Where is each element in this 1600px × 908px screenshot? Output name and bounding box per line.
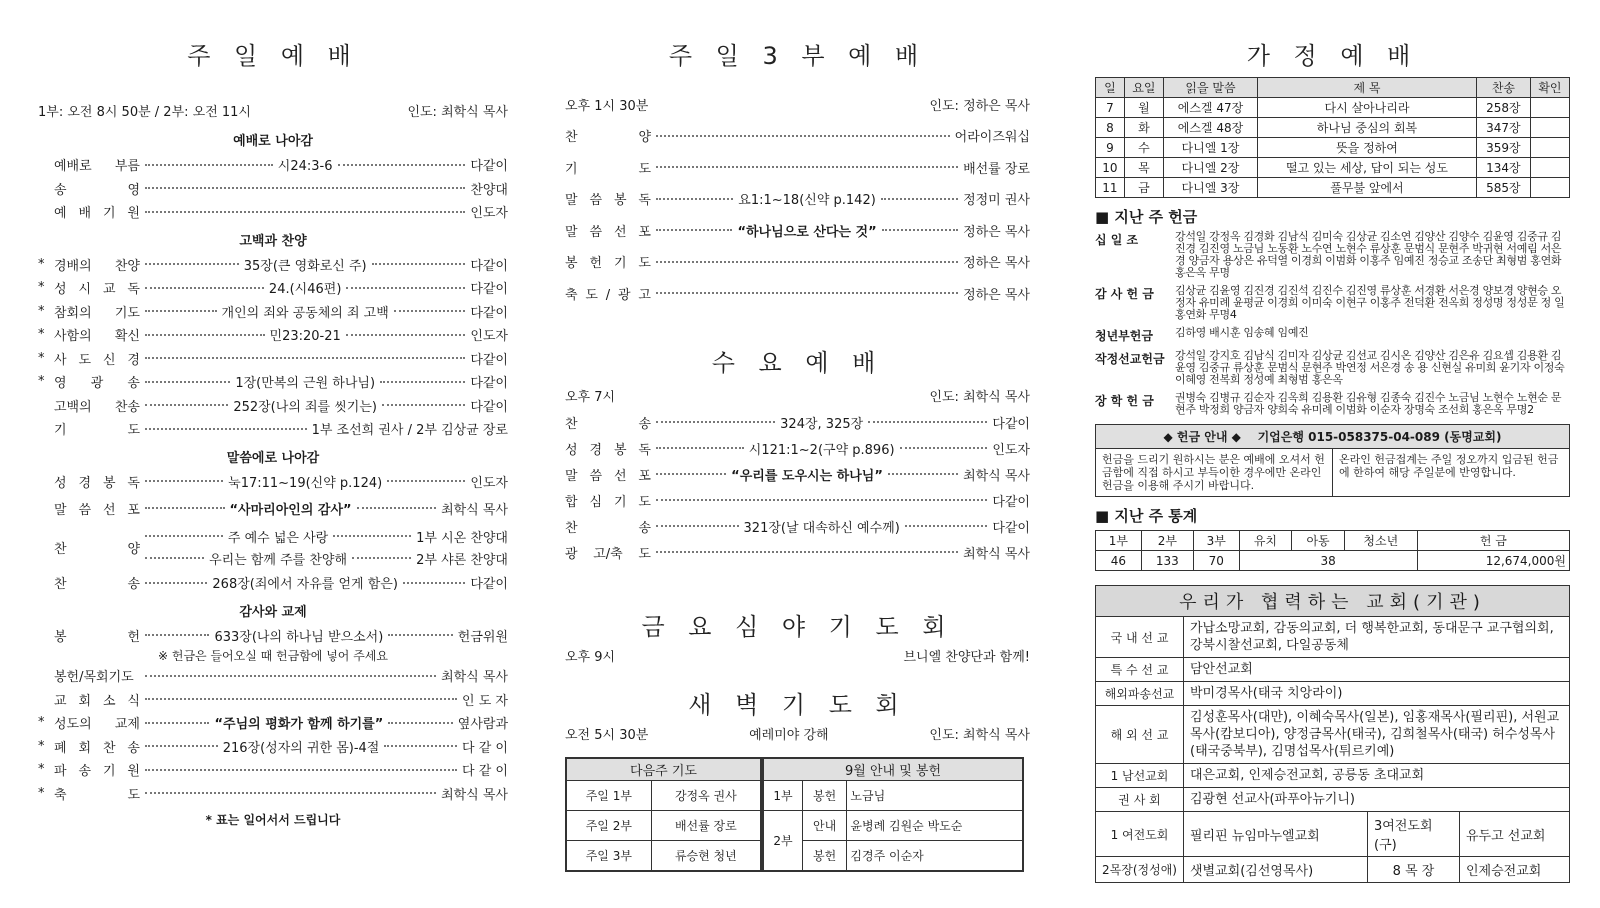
praise-line-1: 주 예수 넓은 사랑 1부 시온 찬양대 — [140, 525, 508, 547]
offering-notice-header: ◆ 헌금 안내 ◆ 기업은행 015-058375-04-089 (동명교회) — [1096, 425, 1569, 449]
praise-item — [38, 525, 508, 569]
sunday-order-f — [38, 664, 508, 805]
dawn-title: 새 벽 기 도 회 — [688, 691, 907, 719]
prayer-schedule — [565, 757, 1030, 872]
order-item: 예 배 기 원 인도자 — [54, 206, 508, 222]
third-time: 오후 1시 30분 — [565, 99, 649, 114]
sunday-order-e — [38, 624, 508, 648]
partner-overseas: 해 외 선 교 김성훈목사(대만), 이혜숙목사(일본), 임홍재목사(필리핀), 서원교목사(캄보디아), 양정금목사(태국), 김희철목사(태국) 허수성목사(태국중북부), 김명섭목사(튀르키예) — [1096, 706, 1569, 764]
order-item: * 폐 회 찬 송 216장(성자의 귀한 몸)-4절 다 같 이 — [38, 738, 508, 756]
giving-group: 감 사 헌 금 김상균 김윤영 김진경 김진석 김진수 김진영 류상훈 서경환 서은경 양보경 양현승 오정자 유미례 윤평균 이경희 이미숙 이현구 이홍주 전덕환 전옥희 정성명 정성문 정 일 홍연화 무명4 — [1095, 284, 1565, 321]
third-meta — [565, 95, 1030, 114]
partner-men1: 1 남선교회 대은교회, 인제승전교회, 공릉동 초대교회 — [1096, 764, 1569, 788]
order-item: 광 고/축 도 최학식 목사 — [565, 546, 1030, 562]
stats-table: 1부 2부 3부 유치 아동 청소년 헌 금 46 133 70 38 12,674,000원 — [1095, 530, 1570, 571]
friday-meta — [565, 646, 1030, 665]
sunday-order-c — [38, 470, 508, 524]
home-row: 11 금 다니엘 3장 풀무불 앞에서 585장 — [1096, 178, 1570, 198]
partner-churches — [1095, 585, 1570, 883]
order-item: 성 경 봉 독 눅17:11~19(신약 p.124) 인도자 — [54, 475, 508, 491]
giving-group: 청년부헌금 김하영 배시훈 임송혜 임예진 — [1095, 326, 1309, 343]
order-item: * 성도의 교제 “주님의 평화가 함께 하기를” 옆사람과 — [38, 715, 508, 733]
sub-heading-word: 말씀에로 나아감 — [226, 450, 320, 466]
order-item: * 사 도 신 경 다같이 — [38, 350, 508, 368]
wednesday-meta — [565, 386, 1030, 405]
wednesday-order — [565, 409, 1030, 565]
friday-title: 금 요 심 야 기 도 회 — [641, 613, 954, 641]
friday-note: 브니엘 찬양단과 함께! — [903, 650, 1030, 665]
order-item: 송 영 찬양대 — [54, 182, 508, 198]
home-worship-title: 가 정 예 배 — [1246, 42, 1419, 70]
sunday-leader: 인도: 최학식 목사 — [407, 105, 508, 120]
partner-pastorates: 2목장(정성애) 샛별교회(김선영목사) 8 목 장 인제승전교회 — [1096, 857, 1569, 882]
order-item: 말 씀 선 포 “우리를 도우시는 하나님” 최학식 목사 — [565, 468, 1030, 484]
giving-group: 장 학 헌 금 권병숙 김병규 김순자 김옥희 김용환 김유형 김종숙 김진수 노금님 노현수 노현순 문현주 박정희 양금자 양희숙 유미례 이범화 이순자 장명숙 조선희 홍은옥 무명2 — [1095, 391, 1562, 416]
order-item: 찬 송 324장, 325장 다같이 — [565, 416, 1030, 432]
order-item: * 파 송 기 원 다 같 이 — [38, 762, 508, 780]
order-item: * 사함의 확신 민23:20-21 인도자 — [38, 327, 508, 345]
sunday-order-d — [38, 571, 508, 595]
partner-special: 특 수 선 교 담안선교회 — [1096, 658, 1569, 682]
september-guide-table: 9월 안내 및 봉헌 1부 봉헌 노금님 2부 안내 윤병례 김원순 박도순 봉헌 김경주 이순자 — [762, 757, 1024, 872]
giving-group: 작정선교헌금 강석일 강지호 김남식 김미자 김상균 김선교 김시온 김양산 김은유 김요셉 김용환 김윤영 김중규 류상훈 문범식 문현주 박연정 서은경 송 용 신현실 유미희 윤기자 이정숙 이혜영 전복희 정성예 최형범 홍은옥 — [1095, 349, 1565, 386]
giving-group: 십 일 조 강석일 강정옥 김경화 김남식 김미숙 김상균 김소연 김양산 김양수 김윤영 김중규 김진경 김진영 노금님 노동환 노수연 노현수 류상훈 문범식 문현주 박귀현 서예림 서은경 양금자 용상은 유덕열 이경희 이범화 이홍주 임예진 정승교 조송단 최형범 홍연화 홍은옥 무명 — [1095, 230, 1562, 279]
giving-list — [1095, 231, 1570, 416]
sunday-order-b — [38, 253, 508, 441]
next-week-prayer-table: 다음주 기도 주일 1부 강정옥 권사 주일 2부 배선률 장로 주일 3부 류승현 청년 — [565, 757, 762, 872]
wednesday-title: 수 요 예 배 — [711, 349, 884, 377]
right-column — [1095, 0, 1570, 883]
offering-notice-left: 헌금을 드리기 원하시는 분은 예배에 오셔서 헌금함에 직접 하시고 부득이한 경우에만 온라인 헌금을 이용해 주시기 바랍니다. — [1102, 453, 1325, 492]
order-item: * 참회의 기도 개인의 죄와 공동체의 죄 고백 다같이 — [38, 303, 508, 321]
order-item: * 축 도 최학식 목사 — [38, 785, 508, 803]
partner-women: 1 여전도회 필리핀 뉴임마누엘교회 3여전도회(구) 유두고 선교회 — [1096, 812, 1569, 857]
stats-title: ■ 지난 주 통계 — [1095, 507, 1198, 525]
partner-overseas-dispatch: 해외파송선교 박미경목사(태국 치앙라이) — [1096, 682, 1569, 706]
offering-notice — [1095, 424, 1570, 497]
third-leader: 인도: 정하은 목사 — [929, 99, 1030, 114]
dawn-time: 오전 5시 30분 — [565, 728, 649, 743]
praise-label: 찬 양 — [54, 541, 140, 557]
offering-note: ※ 헌금은 들어오실 때 헌금함에 넣어 주세요 — [157, 649, 388, 663]
wednesday-time: 오후 7시 — [565, 390, 616, 405]
dawn-leader: 인도: 최학식 목사 — [929, 728, 1030, 743]
order-item: 고백의 찬송 252장(나의 죄를 씻기는) 다같이 — [54, 399, 508, 415]
offering-notice-right: 온라인 헌금접계는 주일 정오까지 입금된 헌금에 한하여 해당 주일분에 반영합니다. — [1332, 449, 1569, 496]
order-item: 봉 헌 기 도 정하은 목사 — [565, 256, 1030, 272]
order-item: 봉헌/목회기도 최학식 목사 — [54, 670, 508, 686]
partner-domestic: 국 내 선 교 가납소망교회, 감동의교회, 더 행복한교회, 동대문구 교구협의회, 강북시찰선교회, 다일공동체 — [1096, 617, 1569, 658]
sunday-worship-column — [38, 0, 508, 828]
sub-heading-entry: 예배로 나아감 — [233, 134, 313, 149]
middle-column — [565, 0, 1030, 872]
partner-deacons: 권 사 회 김광현 선교사(파푸아뉴기니) — [1096, 788, 1569, 812]
order-item: 봉 헌 633장(나의 하나님 받으소서) 헌금위원 — [54, 629, 508, 645]
order-item: 찬 송 321장(날 대속하신 예수께) 다같이 — [565, 520, 1030, 536]
partner-title: 우리가 협력하는 교회(기관) — [1096, 586, 1569, 617]
order-item: 말 씀 선 포 “사마리아인의 감사” 최학식 목사 — [54, 502, 508, 518]
third-order — [565, 120, 1030, 309]
sunday-title: 주 일 예 배 — [187, 42, 359, 70]
order-item: 기 도 배선률 장로 — [565, 161, 1030, 177]
wednesday-leader: 인도: 최학식 목사 — [929, 390, 1030, 405]
sub-heading-confession: 고백과 찬양 — [239, 233, 307, 249]
home-row: 9 수 다니엘 1장 뜻을 정하여 359장 — [1096, 138, 1570, 158]
home-worship-table: 일 요일 읽을 말씀 제 목 찬송 확인 7 월 에스겔 47장 다시 살아나리라 258장 8 화 에스겔 48장 하나님 중심의 회복 347장 9 수 다니엘 1장 뜻을 정하여 359장 10 목 다니엘 2장 떨고 있는 세상, 답이 되는 성도 134장 11 금 다니엘 3장 풀무불 앞에서 585장 — [1095, 77, 1570, 198]
dawn-book: 예레미야 강해 — [749, 728, 829, 743]
third-service-title: 주 일 3 부 예 배 — [668, 42, 927, 70]
sub-heading-thanks: 감사와 교제 — [239, 604, 307, 620]
order-item: 성 경 봉 독 시121:1~2(구약 p.896) 인도자 — [565, 442, 1030, 458]
order-item: 합 심 기 도 다같이 — [565, 494, 1030, 510]
friday-time: 오후 9시 — [565, 650, 616, 665]
order-item: * 성 시 교 독 24.(시46편) 다같이 — [38, 280, 508, 298]
home-row: 8 화 에스겔 48장 하나님 중심의 회복 347장 — [1096, 118, 1570, 138]
home-row: 10 목 다니엘 2장 떨고 있는 세상, 답이 되는 성도 134장 — [1096, 158, 1570, 178]
home-row: 7 월 에스겔 47장 다시 살아나리라 258장 — [1096, 98, 1570, 118]
dawn-meta — [565, 724, 1030, 743]
order-item: 말 씀 선 포 “하나님으로 산다는 것” 정하은 목사 — [565, 224, 1030, 240]
sunday-order-a — [38, 153, 508, 224]
order-item: 기 도 1부 조선희 권사 / 2부 김상균 장로 — [54, 423, 508, 439]
order-item: 교 회 소 식 인 도 자 — [54, 693, 508, 709]
order-item: * 경배의 찬양 35장(큰 영화로신 주) 다같이 — [38, 256, 508, 274]
praise-line-2: 우리는 함께 주를 찬양해 2부 샤론 찬양대 — [140, 547, 508, 569]
order-item: 예배로 부름 시24:3-6 다같이 — [54, 159, 508, 175]
standing-footer: * 표는 일어서서 드립니다 — [205, 813, 341, 827]
order-item: 말 씀 봉 독 요1:1~18(신약 p.142) 정정미 권사 — [565, 193, 1030, 209]
order-item: 축 도 / 광 고 정하은 목사 — [565, 287, 1030, 303]
sunday-time: 1부: 오전 8시 50분 / 2부: 오전 11시 — [38, 105, 251, 120]
order-item: 찬 양 어라이즈워십 — [565, 130, 1030, 146]
order-item: 찬 송 268장(죄에서 자유를 얻게 함은) 다같이 — [54, 577, 508, 593]
sunday-meta — [38, 101, 508, 120]
order-item: * 영 광 송 1장(만복의 근원 하나님) 다같이 — [38, 374, 508, 392]
giving-title: ■ 지난 주 헌금 — [1095, 208, 1198, 226]
